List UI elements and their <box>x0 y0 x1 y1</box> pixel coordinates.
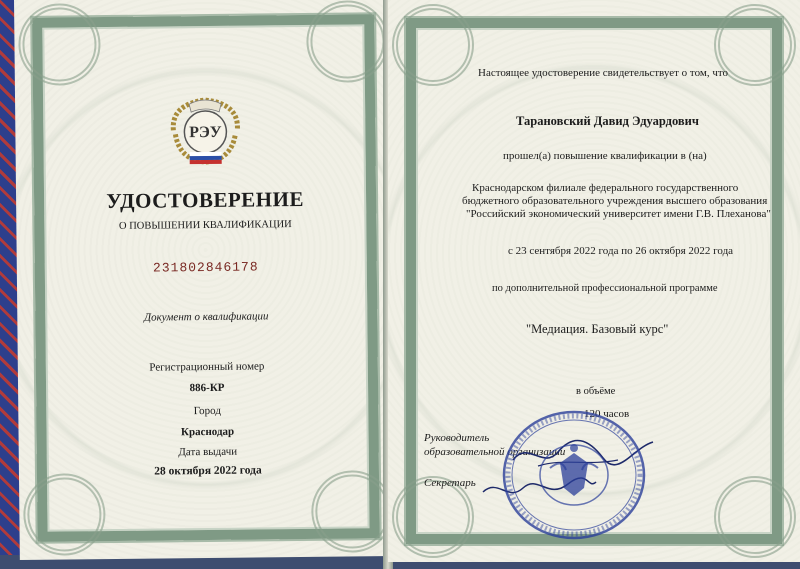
registration-label: Регистрационный номер <box>149 360 265 374</box>
volume-value: 120 часов <box>584 408 630 420</box>
issue-date-value: 28 октября 2022 года <box>154 464 262 478</box>
program-name: "Медиация. Базовый курс" <box>526 322 669 336</box>
corner-ornament <box>311 470 394 553</box>
document-type: Документ о квалификации <box>144 310 269 324</box>
corner-ornament <box>392 4 474 86</box>
corner-ornament <box>18 3 101 86</box>
registration-number: 886-КР <box>189 381 225 395</box>
svg-text:РЭУ: РЭУ <box>189 123 222 142</box>
volume-label: в объёме <box>576 386 616 397</box>
city-value: Краснодар <box>180 425 235 439</box>
intro-text: Настоящее удостоверение свидетельствует о том, что <box>478 67 729 79</box>
corner-ornament <box>23 473 106 556</box>
serial-number: 231802846178 <box>152 259 259 276</box>
organization-line-2: бюджетного образовательного учреждения высшего образования <box>462 195 768 207</box>
program-label: по дополнительной профессиональной программе <box>492 283 718 294</box>
city-label: Город <box>193 404 221 418</box>
official-seal-icon <box>500 408 648 543</box>
organization-line-3: "Российский экономический университет имени Г.В. Плеханова" <box>466 208 771 220</box>
corner-ornament <box>714 476 796 558</box>
head-label: Руководитель <box>424 432 490 444</box>
study-dates: с 23 сентября 2022 года по 26 октября 2022 года <box>508 245 734 257</box>
university-emblem-icon <box>165 90 246 171</box>
document-subtitle: О ПОВЫШЕНИИ КВАЛИФИКАЦИИ <box>118 219 292 232</box>
organization-line-1: Краснодарском филиале федерального государственного <box>472 182 739 194</box>
left-page <box>14 0 398 560</box>
recipient-name: Тарановский Давид Эдуардович <box>516 114 699 128</box>
head-organization-label: образовательной организации <box>424 446 566 458</box>
issue-date-label: Дата выдачи <box>178 445 238 459</box>
secretary-label: Секретарь <box>424 477 476 489</box>
passed-text: прошел(а) повышение квалификации в (на) <box>503 150 707 162</box>
corner-ornament <box>306 0 389 83</box>
document-title: УДОСТОВЕРЕНИЕ <box>106 186 305 214</box>
